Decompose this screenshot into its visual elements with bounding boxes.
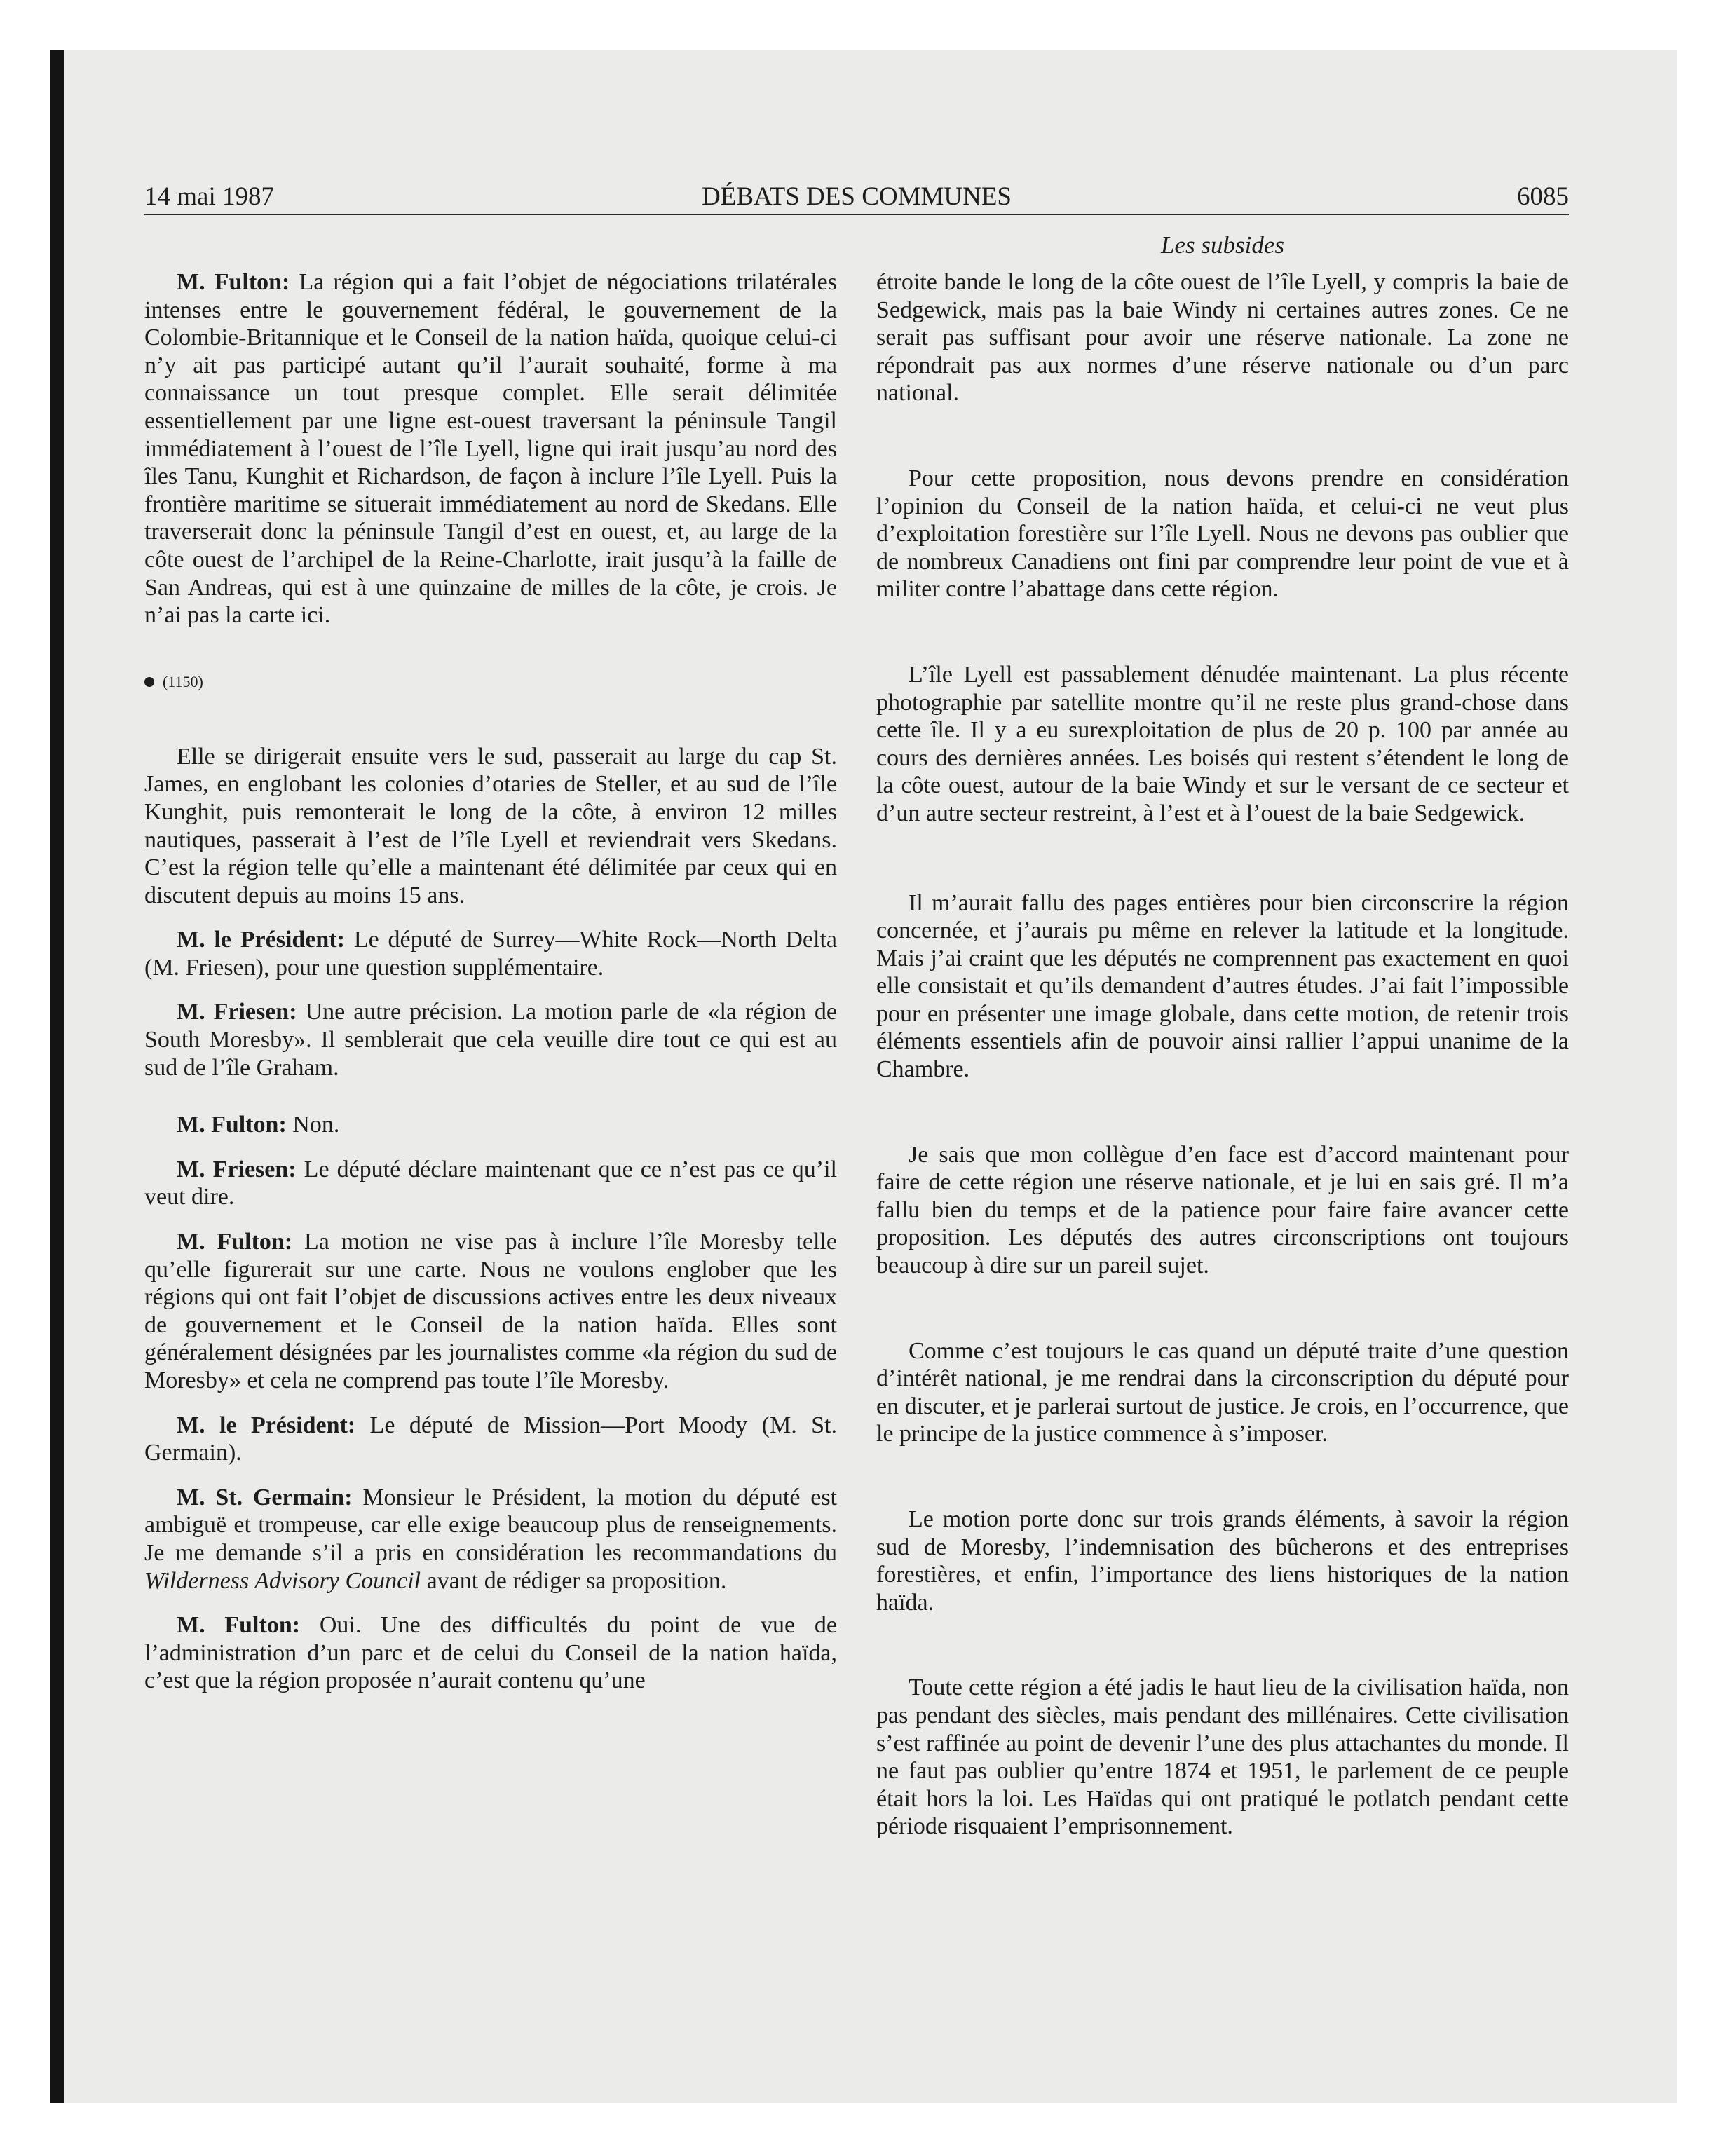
left-column bbox=[144, 268, 837, 1695]
paragraph-fulton-4 bbox=[144, 1228, 837, 1395]
speaker-name: M. St. Germain: bbox=[177, 1484, 353, 1510]
paragraph-president-2 bbox=[144, 1412, 837, 1467]
paragraph-lyell-island: L’île Lyell est passablement dénudée maintenant. La plus récente photographie par satellite montre qu’il ne reste plus grand-chose dans cette île. Il y a eu surexploitation de plus de 20 p. 100 par année au cours des dernières années. Les boisés qui restent s’étendent le long de la côte ouest, autour de la baie Windy et sur le versant de ce secteur et d’un autre secteur restreint, à l’est et à l’ouest de la baie Sedgewick. bbox=[876, 661, 1569, 826]
paragraph-fulton-3 bbox=[144, 1111, 837, 1139]
paragraph-fulton-1 bbox=[144, 268, 837, 629]
scan-edge-bar bbox=[50, 50, 64, 2103]
paragraph-friesen-2 bbox=[144, 1156, 837, 1211]
paragraph-friesen-1 bbox=[144, 998, 837, 1082]
paragraph-national-interest: Comme c’est toujours le cas quand un député traite d’une question d’intérêt national, je me rendrai dans la circonscription du député pour en discuter, et je parlerai surtout de justice. Je crois, en l’occurrence, que le principe de la justice commence à s’imposer. bbox=[876, 1337, 1569, 1447]
paragraph-fulton-2: Elle se dirigerait ensuite vers le sud, passerait au large du cap St. James, en englobant les colonies d’otaries de Steller, et au sud de l’île Kunghit, puis remonterait le long de la côte, à environ 12 milles nautiques, passerait à l’est de l’île Lyell et reviendrait vers Skedans. C’est la région telle qu’elle a maintenant été délimitée par ceux qui en discutent depuis au moins 15 ans. bbox=[144, 743, 837, 908]
speaker-name: M. Fulton: bbox=[177, 1112, 287, 1138]
speaker-name: M. Friesen: bbox=[177, 1156, 297, 1182]
right-column bbox=[876, 268, 1569, 1841]
paragraph-three-elements: Le motion porte donc sur trois grands éléments, à savoir la région sud de Moresby, l’indemnisation des bûcherons et des entreprises forestières, et enfin, l’importance des liens historiques de la nation haïda. bbox=[876, 1506, 1569, 1616]
paragraph-boundaries: Il m’aurait fallu des pages entières pour bien circonscrire la région concernée, et j’aurais pu même en relever la latitude et la longitude. Mais j’ai craint que les députés ne comprennent pas exactement en quoi elle consistait et qu’ils demandent d’autres études. J’ai fait l’impossible pour en présenter une image globale, dans cette motion, de retenir trois éléments essentiels afin de pouvoir ainsi rallier l’appui unanime de la Chambre. bbox=[876, 889, 1569, 1083]
paragraph-haida-opinion: Pour cette proposition, nous devons prendre en considération l’opinion du Conseil de la nation haïda, et celui-ci ne veut plus d’exploitation forestière sur l’île Lyell. Nous ne devons pas oublier que de nombreux Canadiens ont fini par comprendre leur point de vue et à militer contre l’abattage dans cette région. bbox=[876, 465, 1569, 603]
paragraph-fulton-5 bbox=[144, 1611, 837, 1695]
paragraph-text: Le député de Mission—Port Moody (M. St. Germain). bbox=[144, 1412, 838, 1466]
paragraph-text: Le député de Surrey—White Rock—North Delta (M. Friesen), pour une question supplémentaire. bbox=[144, 927, 838, 981]
speaker-name: M. Fulton: bbox=[177, 269, 290, 295]
paragraph-haida-civilisation: Toute cette région a été jadis le haut lieu de la civilisation haïda, non pas pendant des siècles, mais pendant des millénaires. Cette civilisation s’est raffinée au point de devenir l’une des plus attachantes du monde. Il ne faut pas oublier qu’entre 1874 et 1951, le parlement de ce peuple était hors la loi. Les Haïdas qui ont pratiqué le potlatch pendant cette période risquaient l’emprisonnement. bbox=[876, 1674, 1569, 1840]
paragraph-text: Oui. Une des difficultés du point de vue de l’administration d’un parc et de celui du Conseil de la nation haïda, c’est que la région proposée n’aurait contenu qu’une bbox=[144, 1612, 837, 1694]
speaker-name: M. Fulton: bbox=[177, 1612, 301, 1639]
speaker-name: M. le Président: bbox=[177, 927, 345, 953]
time-marker-label: (1150) bbox=[163, 672, 203, 690]
paragraph-text: avant de rédiger sa proposition. bbox=[421, 1567, 727, 1594]
paragraph-continued: étroite bande le long de la côte ouest de l’île Lyell, y compris la baie de Sedgewick, mais pas la baie Windy ni certaines autres zones. Ce ne serait pas suffisant pour avoir une réserve nationale. La zone ne répondrait pas aux normes d’une réserve nationale ou d’un parc national. bbox=[876, 269, 1569, 407]
paragraph-text: Monsieur le Président, la motion du député est ambiguë et trompeuse, car elle exige beaucoup plus de renseignements. Je me demande s’il a pris en considération les recommandations du bbox=[144, 1484, 838, 1566]
bullet-icon bbox=[144, 677, 154, 687]
speaker-name: M. Friesen: bbox=[177, 999, 297, 1025]
page-number: 6085 bbox=[1517, 182, 1569, 211]
speaker-name: M. Fulton: bbox=[177, 1229, 293, 1255]
paragraph-text: Une autre précision. La motion parle de «la région de South Moresby». Il semblerait que cela veuille dire tout ce qui est au sud de l’île Graham. bbox=[144, 999, 837, 1081]
header-title: DÉBATS DES COMMUNES bbox=[701, 182, 1012, 211]
page-header bbox=[144, 180, 1569, 215]
paragraph-colleague: Je sais que mon collègue d’en face est d’accord maintenant pour faire de cette région une réserve nationale, et je lui en sais gré. Il m’a fallu bien du temps et de la patience pour faire faire avancer cette proposition. Les députés des autres circonscriptions ont toujours beaucoup à dire sur un pareil sujet. bbox=[876, 1141, 1569, 1279]
paragraph-st-germain bbox=[144, 1484, 837, 1595]
paragraph-text: La région qui a fait l’objet de négociations trilatérales intenses entre le gouvernement fédéral, le gouvernement de la Colombie-Britannique et le Conseil de la nation haïda, quoique celui-ci n’y ait pas participé autant qu’il l’aurait souhaité, forme à ma connaissance un tout presque complet. Elle serait délimitée essentiellement par une ligne est-ouest traversant la péninsule Tangil immédiatement à l’ouest de l’île Lyell, ligne qui irait jusqu’au nord des îles Tanu, Kunghit et Richardson, de façon à inclure l’île Lyell. Puis la frontière maritime se situerait immédiatement au nord de Skedans. Elle traverserait donc la péninsule Tangil d’est en ouest, et, au large de la côte ouest de l’archipel de la Reine-Charlotte, irait jusqu’à la faille de San Andreas, qui est à une quinzaine de milles de la côte, je crois. Je n’ai pas la carte ici. bbox=[144, 269, 837, 629]
paragraph-text: Le député déclare maintenant que ce n’est pas ce qu’il veut dire. bbox=[144, 1156, 837, 1210]
speaker-name: M. le Président: bbox=[177, 1412, 356, 1438]
section-title: Les subsides bbox=[1161, 231, 1284, 259]
paragraph-text: La motion ne vise pas à inclure l’île Moresby telle qu’elle figurerait sur une carte. Nous ne voulons englober que les régions qui ont fait l’objet de discussions actives entre les deux niveaux de gouvernement et le Conseil de la nation haïda. Elles sont généralement désignées par les journalistes comme «la région du sud de Moresby» et cela ne comprend pas toute l’île Moresby. bbox=[144, 1229, 837, 1393]
paragraph-president-1 bbox=[144, 926, 837, 981]
header-date: 14 mai 1987 bbox=[144, 182, 274, 211]
time-marker bbox=[144, 671, 837, 692]
paragraph-text: Non. bbox=[286, 1112, 340, 1138]
council-name-italic: Wilderness Advisory Council bbox=[144, 1567, 421, 1594]
